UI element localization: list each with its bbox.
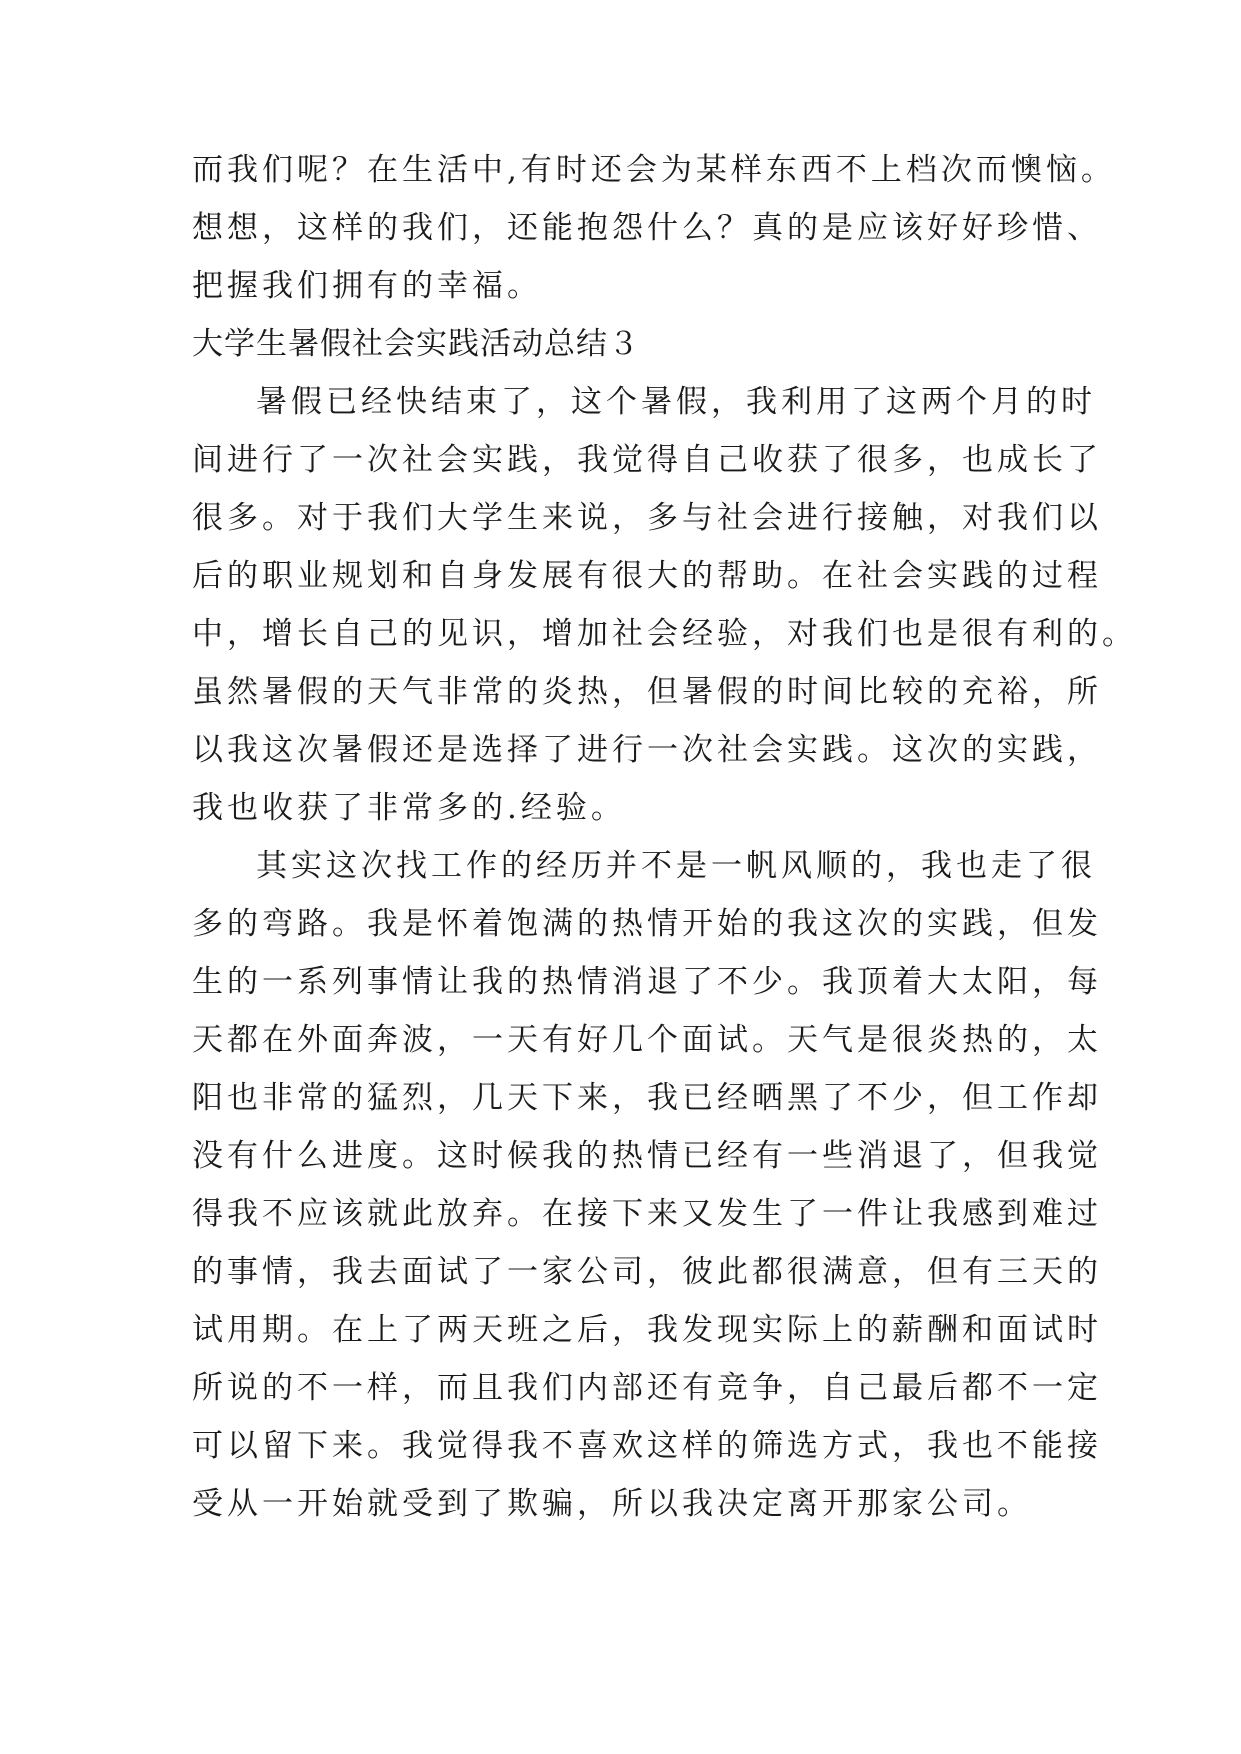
paragraph-line: 生的一系列事情让我的热情消退了不少。我顶着大太阳，每 xyxy=(192,964,1102,1000)
paragraph-line: 其实这次找工作的经历并不是一帆风顺的，我也走了很 xyxy=(256,848,1096,884)
paragraph-line: 中，增长自己的见识，增加社会经验，对我们也是很有利的。 xyxy=(192,616,1137,652)
paragraph-line: 的事情，我去面试了一家公司，彼此都很满意，但有三天的 xyxy=(192,1254,1102,1290)
paragraph-line: 我也收获了非常多的.经验。 xyxy=(192,790,626,826)
paragraph-line: 受从一开始就受到了欺骗，所以我决定离开那家公司。 xyxy=(192,1486,1032,1522)
paragraph-line: 所说的不一样，而且我们内部还有竞争，自己最后都不一定 xyxy=(192,1370,1102,1406)
paragraph-line: 暑假已经快结束了，这个暑假，我利用了这两个月的时 xyxy=(256,384,1096,420)
paragraph-line: 间进行了一次社会实践，我觉得自己收获了很多，也成长了 xyxy=(192,442,1102,478)
paragraph-line: 试用期。在上了两天班之后，我发现实际上的薪酬和面试时 xyxy=(192,1312,1102,1348)
paragraph-line: 多的弯路。我是怀着饱满的热情开始的我这次的实践，但发 xyxy=(192,906,1102,942)
paragraph-line: 很多。对于我们大学生来说，多与社会进行接触，对我们以 xyxy=(192,500,1102,536)
paragraph-line: 阳也非常的猛烈，几天下来，我已经晒黑了不少，但工作却 xyxy=(192,1080,1102,1116)
intro-line: 想想，这样的我们，还能抱怨什么？真的是应该好好珍惜、 xyxy=(192,210,1102,246)
section-heading: 大学生暑假社会实践活动总结３ xyxy=(192,326,640,362)
paragraph-line: 得我不应该就此放弃。在接下来又发生了一件让我感到难过 xyxy=(192,1196,1102,1232)
paragraph-line: 天都在外面奔波，一天有好几个面试。天气是很炎热的，太 xyxy=(192,1022,1102,1058)
intro-line: 而我们呢？在生活中,有时还会为某样东西不上档次而懊恼。 xyxy=(192,152,1116,188)
paragraph-line: 以我这次暑假还是选择了进行一次社会实践。这次的实践， xyxy=(192,732,1102,768)
paragraph-line: 虽然暑假的天气非常的炎热，但暑假的时间比较的充裕，所 xyxy=(192,674,1102,710)
paragraph-line: 没有什么进度。这时候我的热情已经有一些消退了，但我觉 xyxy=(192,1138,1102,1174)
paragraph-line: 后的职业规划和自身发展有很大的帮助。在社会实践的过程 xyxy=(192,558,1102,594)
intro-line: 把握我们拥有的幸福。 xyxy=(192,268,542,304)
paragraph-line: 可以留下来。我觉得我不喜欢这样的筛选方式，我也不能接 xyxy=(192,1428,1102,1464)
